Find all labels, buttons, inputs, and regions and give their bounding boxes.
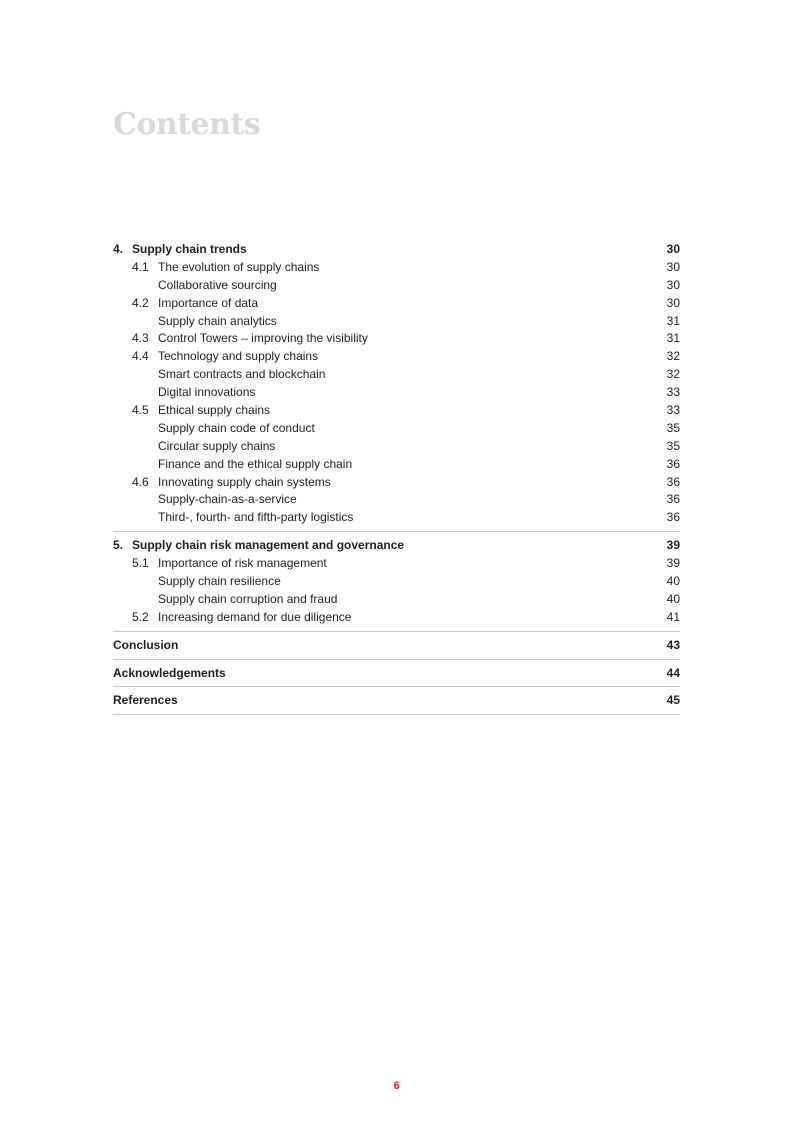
toc-section: [113, 660, 680, 688]
toc-entry[interactable]: [113, 537, 680, 555]
toc-entry-label: Supply chain analytics: [158, 313, 277, 328]
toc-entry-page: 36: [666, 474, 680, 489]
toc-entry[interactable]: [113, 402, 680, 420]
toc-entry[interactable]: [113, 555, 680, 573]
toc-entry[interactable]: [113, 313, 680, 331]
toc-entry-label: Digital innovations: [158, 385, 256, 400]
toc-entry-label: Supply chain code of conduct: [158, 420, 315, 435]
page-title: Contents: [113, 107, 261, 142]
toc-section: [113, 241, 680, 532]
toc-entry-label: Innovating supply chain systems: [158, 474, 331, 489]
toc-entry[interactable]: [113, 491, 680, 509]
toc-entry-page: 36: [666, 492, 680, 507]
toc-entry[interactable]: [113, 259, 680, 277]
toc-entry-page: 33: [666, 403, 680, 418]
page-number: 6: [393, 1080, 400, 1092]
toc-entry[interactable]: [113, 438, 680, 456]
toc-entry[interactable]: [113, 637, 680, 655]
toc-entry-label: Third-, fourth- and fifth-party logistics: [158, 510, 354, 525]
toc-entry[interactable]: [113, 609, 680, 627]
toc-entry-page: 35: [666, 438, 680, 453]
toc-entry-label: Supply chain corruption and fraud: [158, 591, 338, 606]
toc-entry-number: 5.: [113, 538, 124, 553]
toc-entry-page: 41: [666, 609, 680, 624]
toc-entry-label: Increasing demand for due diligence: [158, 609, 352, 624]
toc-entry-label: Conclusion: [113, 637, 179, 652]
toc-entry-page: 30: [666, 295, 680, 310]
toc-entry-number: 4.2: [132, 295, 149, 310]
toc-entry-label: Importance of data: [158, 295, 259, 310]
toc-section: [113, 687, 680, 715]
toc-entry-page: 44: [666, 665, 680, 680]
toc-entry-page: 33: [666, 385, 680, 400]
toc-entry-page: 31: [666, 313, 680, 328]
toc-entry-page: 32: [666, 349, 680, 364]
toc-entry[interactable]: [113, 591, 680, 609]
table-of-contents: [113, 241, 680, 715]
toc-entry-label: Supply-chain-as-a-service: [158, 492, 297, 507]
toc-entry-page: 40: [666, 591, 680, 606]
toc-entry[interactable]: [113, 509, 680, 527]
toc-entry-page: 30: [666, 242, 680, 256]
toc-entry-number: 5.1: [132, 556, 149, 571]
toc-entry[interactable]: [113, 348, 680, 366]
toc-entry[interactable]: [113, 384, 680, 402]
toc-entry-page: 31: [666, 331, 680, 346]
toc-entry-page: 30: [666, 277, 680, 292]
toc-entry[interactable]: [113, 474, 680, 492]
toc-entry[interactable]: [113, 420, 680, 438]
toc-entry-page: 43: [666, 637, 680, 652]
toc-entry-label: Finance and the ethical supply chain: [158, 456, 353, 471]
toc-entry-label: Supply chain resilience: [158, 574, 281, 589]
toc-entry[interactable]: [113, 573, 680, 591]
toc-entry[interactable]: [113, 330, 680, 348]
toc-entry-label: Importance of risk management: [158, 556, 327, 571]
toc-entry-label: The evolution of supply chains: [158, 259, 320, 274]
toc-entry-label: References: [113, 693, 178, 708]
toc-entry-page: 36: [666, 456, 680, 471]
toc-entry-label: Supply chain trends: [132, 242, 247, 256]
toc-entry[interactable]: [113, 665, 680, 683]
toc-entry-page: 32: [666, 367, 680, 382]
toc-entry[interactable]: [113, 366, 680, 384]
toc-entry-label: Smart contracts and blockchain: [158, 367, 326, 382]
toc-entry-label: Collaborative sourcing: [158, 277, 277, 292]
toc-section: [113, 632, 680, 660]
toc-entry[interactable]: [113, 456, 680, 474]
toc-entry-label: Technology and supply chains: [158, 349, 319, 364]
toc-entry-label: Supply chain risk management and governance: [132, 538, 405, 553]
toc-entry[interactable]: [113, 692, 680, 710]
toc-entry-number: 4.5: [132, 403, 149, 418]
toc-entry-page: 40: [666, 574, 680, 589]
toc-entry-number: 4.4: [132, 349, 149, 364]
toc-entry-label: Control Towers – improving the visibility: [158, 331, 368, 346]
toc-entry-page: 36: [666, 510, 680, 525]
toc-entry-page: 39: [666, 556, 680, 571]
toc-entry-number: 4.3: [132, 331, 149, 346]
toc-entry-label: Acknowledgements: [113, 665, 226, 680]
toc-entry-label: Ethical supply chains: [158, 403, 271, 418]
toc-entry-number: 4.: [113, 242, 124, 256]
toc-entry-number: 4.1: [132, 259, 149, 274]
toc-entry-number: 4.6: [132, 474, 149, 489]
toc-entry-label: Circular supply chains: [158, 438, 276, 453]
toc-entry-page: 39: [666, 538, 680, 553]
toc-section: [113, 532, 680, 631]
toc-entry[interactable]: [113, 241, 680, 259]
toc-entry-page: 45: [666, 693, 680, 708]
toc-entry[interactable]: [113, 277, 680, 295]
toc-entry-page: 35: [666, 420, 680, 435]
toc-entry-page: 30: [666, 259, 680, 274]
toc-entry-number: 5.2: [132, 609, 149, 624]
toc-entry[interactable]: [113, 295, 680, 313]
